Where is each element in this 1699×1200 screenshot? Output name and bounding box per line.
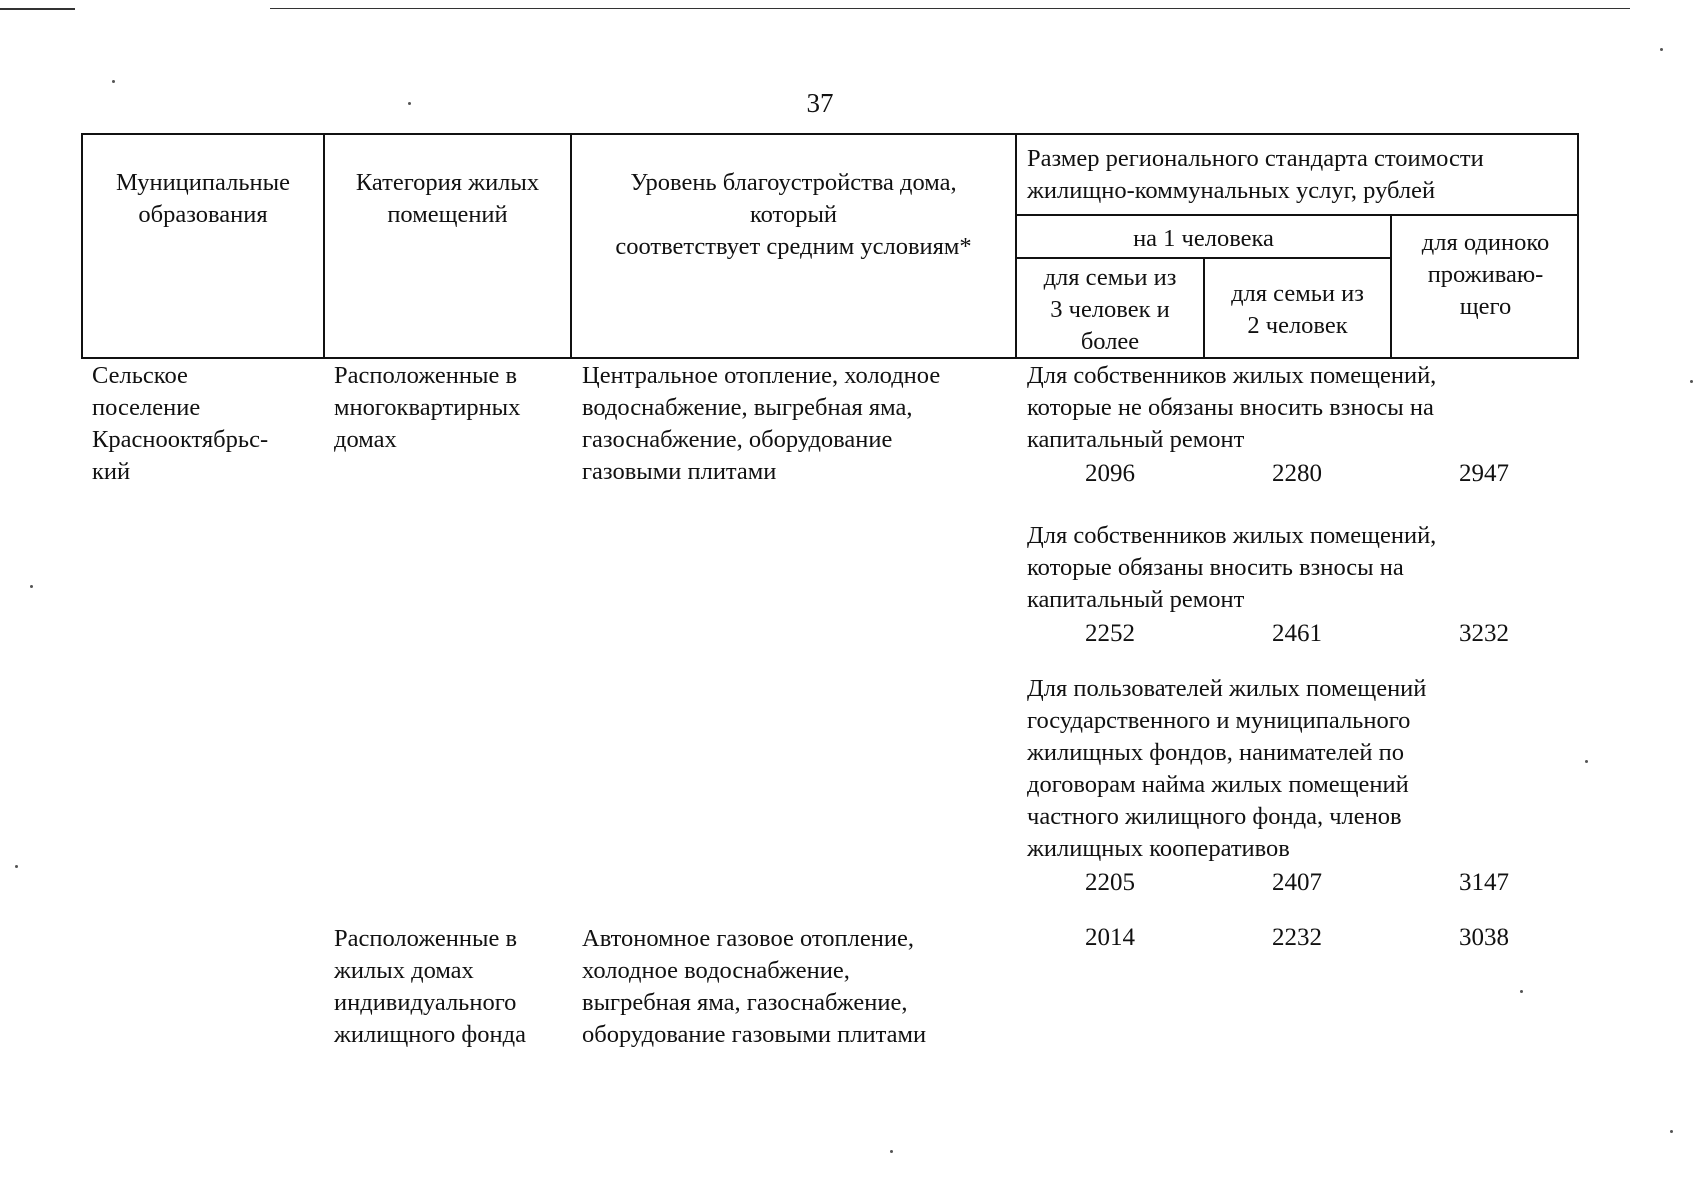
housing-category: Расположенные в многоквартирных домах bbox=[334, 362, 521, 453]
value-family2: 2407 bbox=[1272, 869, 1322, 896]
value-single: 3232 bbox=[1459, 620, 1509, 647]
header-municipality: Муниципальные образования bbox=[116, 169, 290, 228]
scan-speck bbox=[1520, 990, 1523, 993]
value-family2: 2232 bbox=[1272, 924, 1322, 951]
scan-edge-line bbox=[0, 8, 75, 10]
value-family3: 2014 bbox=[1085, 924, 1135, 951]
value-family2: 2280 bbox=[1272, 460, 1322, 487]
header-category: Категория жилых помещений bbox=[355, 169, 540, 228]
header-family3: для семьи из 3 человек и более bbox=[1043, 264, 1177, 355]
scan-speck bbox=[1585, 760, 1588, 763]
page-number: 37 bbox=[806, 88, 834, 118]
header-cost-title: Размер регионального стандарта стоимости жилищно-коммунальных услуг, рублей bbox=[1027, 145, 1484, 204]
value-family3: 2252 bbox=[1085, 620, 1135, 647]
amenities-level: Центральное отопление, холодное водоснабжение, выгребная яма, газоснабжение, оборудование газовыми плитами bbox=[582, 362, 941, 485]
value-single: 2947 bbox=[1459, 460, 1509, 487]
header-single: для одиноко проживаю- щего bbox=[1421, 229, 1550, 320]
header-per-person: на 1 человека bbox=[1133, 225, 1274, 252]
tenant-group-label: Для пользователей жилых помещений государственного и муниципального жилищных фондов, нанимателей по договорам найма жилых помещений частного жилищного фонда, членов жилищных кооперативов bbox=[1027, 675, 1427, 862]
scan-speck bbox=[15, 865, 18, 868]
scan-speck bbox=[1660, 48, 1663, 51]
owner-group-label: Для собственников жилых помещений, которые не обязаны вносить взносы на капитальный ремонт bbox=[1027, 362, 1437, 453]
scan-speck bbox=[1670, 1130, 1673, 1133]
value-single: 3147 bbox=[1459, 869, 1509, 896]
value-family3: 2205 bbox=[1085, 869, 1135, 896]
header-family2: для семьи из 2 человек bbox=[1231, 280, 1364, 339]
housing-category: Расположенные в жилых домах индивидуального жилищного фонда bbox=[334, 925, 526, 1048]
scan-speck bbox=[30, 585, 33, 588]
value-family2: 2461 bbox=[1272, 620, 1322, 647]
value-family3: 2096 bbox=[1085, 460, 1135, 487]
amenities-level: Автономное газовое отопление, холодное водоснабжение, выгребная яма, газоснабжение, оборудование газовыми плитами bbox=[582, 925, 927, 1048]
row-divider bbox=[1015, 214, 1579, 216]
value-single: 3038 bbox=[1459, 924, 1509, 951]
municipality-name: Сельское поселение Краснооктябрьс- кий bbox=[92, 362, 269, 485]
scan-speck bbox=[890, 1150, 893, 1153]
owner-group-label: Для собственников жилых помещений, которые обязаны вносить взносы на капитальный ремонт bbox=[1027, 522, 1437, 613]
scan-edge-line bbox=[270, 8, 1630, 9]
header-amenities: Уровень благоустройства дома, который соответствует средним условиям* bbox=[615, 169, 972, 260]
scan-speck bbox=[112, 80, 115, 83]
scan-speck bbox=[1690, 380, 1693, 383]
